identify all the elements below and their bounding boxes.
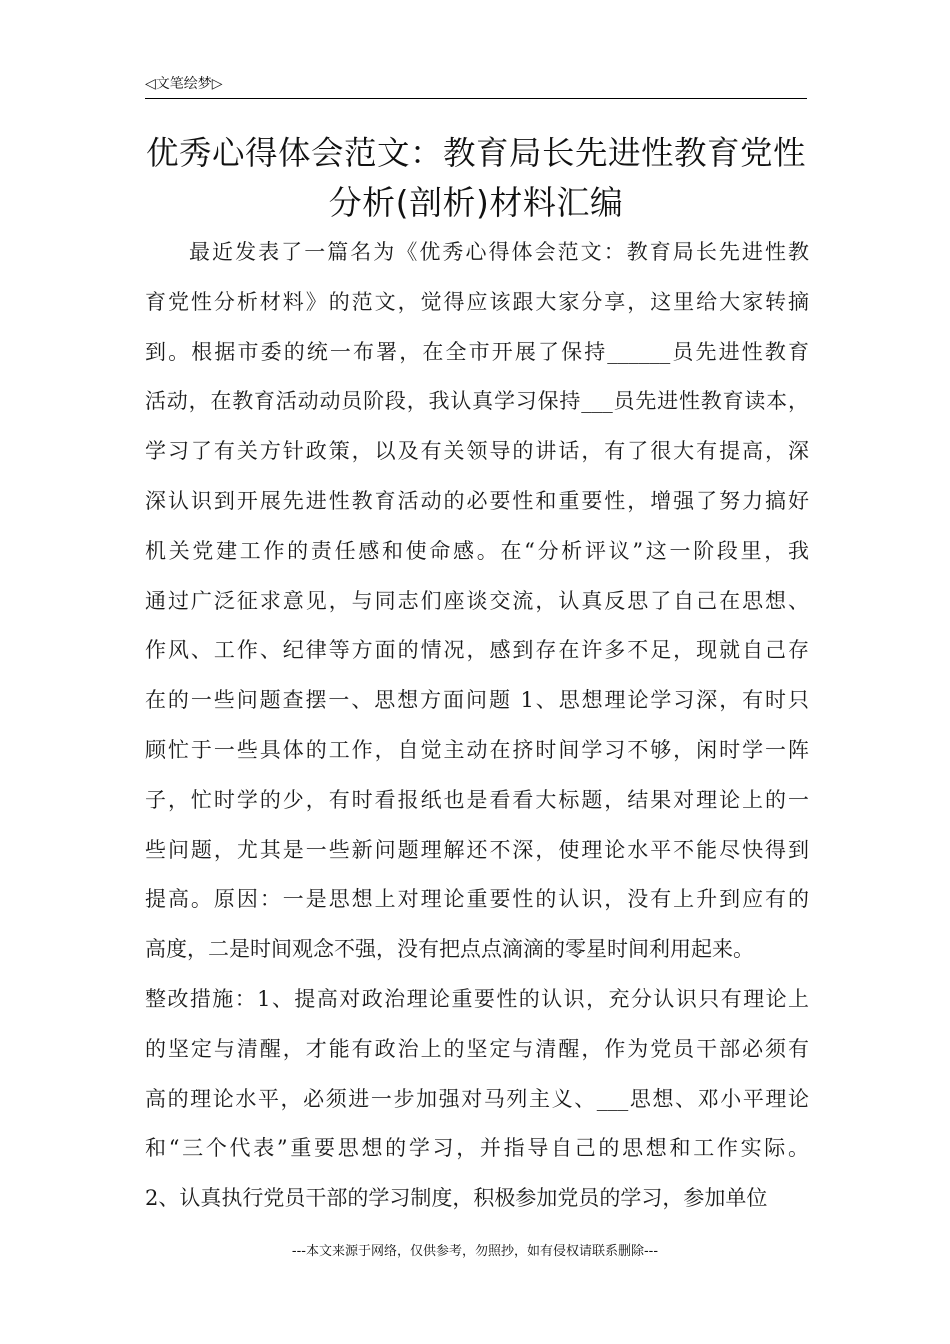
body-line: 和“三个代表”重要思想的学习，并指导自己的思想和工作实际。 [145, 1136, 809, 1161]
body-line: 在的一些问题查摆一、思想方面问题 1、思想理论学习深，有时只 [145, 688, 809, 713]
page-footer: ---本文来源于网络，仅供参考，勿照抄，如有侵权请联系删除--- [291, 1244, 659, 1259]
left-triangle-icon: ◁ [145, 76, 156, 92]
body-line: 通过广泛征求意见，与同志们座谈交流，认真反思了自己在思想、 [145, 588, 809, 613]
body-line: 些问题，尤其是一些新问题理解还不深，使理论水平不能尽快得到 [145, 837, 809, 862]
body-line: 提高。原因：一是思想上对理论重要性的认识，没有上升到应有的 [145, 887, 809, 912]
right-triangle-icon: ▷ [211, 76, 223, 92]
body-line: 深认识到开展先进性教育活动的必要性和重要性，增强了努力搞好 [145, 488, 809, 513]
body-line: 的坚定与清醒，才能有政治上的坚定与清醒，作为党员干部必须有 [145, 1036, 809, 1061]
body-line: 子，忙时学的少，有时看报纸也是看看大标题，结果对理论上的一 [145, 787, 809, 812]
body-line: 整改措施：1、提高对政治理论重要性的认识，充分认识只有理论上 [145, 986, 809, 1011]
body-line: 育党性分析材料》的范文，觉得应该跟大家分享，这里给大家转摘 [145, 289, 809, 314]
body-line: 机关党建工作的责任感和使命感。在“分析评议”这一阶段里，我 [145, 538, 809, 563]
title-line-1: 优秀心得体会范文：教育局长先进性教育党性 [145, 134, 806, 172]
title-line-2: 分析(剖析)材料汇编 [328, 183, 624, 222]
body-line: 高的理论水平，必须进一步加强对马列主义、___思想、邓小平理论 [145, 1086, 809, 1111]
body-line: 活动，在教育活动动员阶段，我认真学习保持___员先进性教育读本， [145, 389, 809, 414]
document-body [145, 228, 809, 1224]
header-text: 文笔绘梦 [155, 76, 212, 92]
document-title [145, 128, 807, 228]
body-line: 作风、工作、纪律等方面的情况，感到存在许多不足，现就自己存 [145, 638, 809, 663]
body-line: 最近发表了一篇名为《优秀心得体会范文：教育局长先进性教 [189, 240, 809, 264]
body-line: 顾忙于一些具体的工作，自觉主动在挤时间学习不够，闲时学一阵 [145, 737, 809, 762]
body-line: 2、认真执行党员干部的学习制度，积极参加党员的学习，参加单位 [145, 1186, 768, 1211]
body-line: 到。根据市委的统一布署，在全市开展了保持______员先进性教育 [145, 339, 809, 364]
body-line: 学习了有关方针政策，以及有关领导的讲话，有了很大有提高，深 [145, 439, 809, 464]
page-header [145, 73, 807, 99]
body-line: 高度，二是时间观念不强，没有把点点滴滴的零星时间利用起来。 [145, 937, 754, 962]
